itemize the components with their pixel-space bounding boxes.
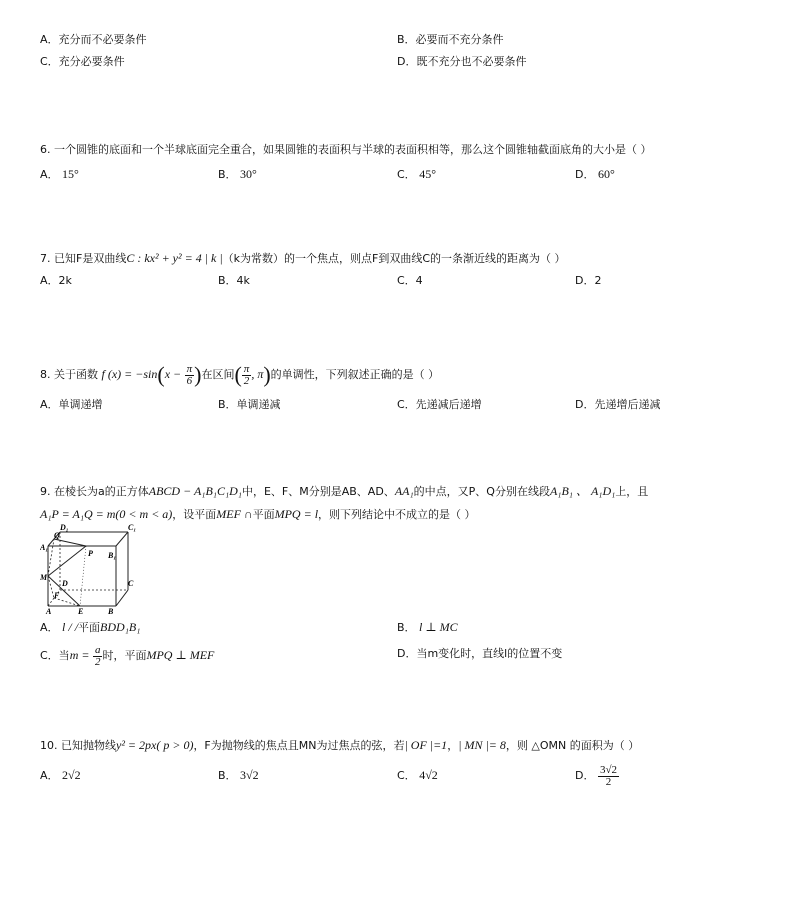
- q9-option-c: C．当m = $\frac{a}{2}$ 时，平面MPQ ⊥ MEF: [40, 643, 215, 668]
- q9-stem-line2: A₁P = A₁Q = m(0 < m < a)，设平面MEF ∩平面MPQ = l，则下列结论中不成立的是（ ）: [40, 507, 476, 521]
- q9-option-b: B． l ⊥ MC: [397, 620, 458, 634]
- q8-option-c: C．先递减后递增: [397, 398, 482, 411]
- q5-option-b: B．必要而不充分条件: [397, 33, 504, 46]
- q5-option-d: D．既不充分也不必要条件: [397, 55, 527, 68]
- q10-option-d: D． $\frac{3√2}{2}$: [575, 763, 618, 788]
- q7-option-c: C．4: [397, 274, 423, 287]
- fig-label-c1: C₁: [128, 524, 137, 532]
- q8-option-b: B．单调递减: [218, 398, 281, 411]
- fig-label-a1: A₁: [40, 543, 49, 552]
- q9-option-a: A． l / /平面BDD₁B₁: [40, 620, 141, 634]
- fig-label-f: F: [54, 591, 60, 600]
- q6-option-a: A． 15°: [40, 167, 79, 181]
- q8-option-a: A．单调递增: [40, 398, 103, 411]
- q10-stem: 10. 已知抛物线y² = 2px( p > 0)，F为抛物线的焦点且MN为过焦点的弦，若| OF |=1，| MN |= 8，则 △OMN 的面积为（ ）: [40, 738, 640, 752]
- q9-frac-a-2: $\frac{a}{2}$: [94, 643, 101, 668]
- fig-label-e: E: [78, 607, 84, 616]
- fig-label-d1: D₁: [60, 524, 69, 532]
- fig-label-b: B: [108, 607, 114, 616]
- cube-figure: [40, 524, 140, 616]
- q8-stem: 8. 关于函数 f (x) = −sin(x − $\frac{\pi}{6}$ )在区间( $\frac{\pi}{2}$ , π)的单调性，下列叙述正确的是（ ）: [40, 362, 440, 387]
- q9-option-d: D．当m变化时，直线l的位置不变: [397, 647, 563, 660]
- q7-option-b: B．4k: [218, 274, 250, 287]
- q6-option-d: D． 60°: [575, 167, 615, 181]
- q7-formula: C : kx² + y² = 4 | k |: [126, 251, 223, 265]
- fig-label-m: M: [40, 573, 48, 582]
- q7-option-d: D．2: [575, 274, 602, 287]
- q8-frac-pi-6: $\frac{\pi}{6}$: [186, 362, 193, 387]
- q6-stem: 6. 一个圆锥的底面和一个半球底面完全重合，如果圆锥的表面积与半球的表面积相等，那么这个圆锥轴截面底角的大小是（ ）: [40, 143, 652, 156]
- q10-option-b: B． 3√2: [218, 768, 259, 782]
- fig-label-p: P: [88, 549, 93, 558]
- q7-option-a: A．2k: [40, 274, 72, 287]
- q7-stem: 7. 已知F是双曲线C : kx² + y² = 4 | k |（k为常数）的一个焦点，则点F到双曲线C的一条渐近线的距离为（ ）: [40, 251, 566, 265]
- q8-option-d: D．先递增后递减: [575, 398, 661, 411]
- q9-stem-line1: 9. 在棱长为a的正方体ABCD − A₁B₁C₁D₁中，E、F、M分别是AB、AD、AA₁的中点，又P、Q分别在线段A₁B₁ 、 A₁D₁上，且: [40, 484, 649, 498]
- q10-frac-d: $\frac{3√2}{2}$: [599, 763, 618, 788]
- fig-label-a: A: [46, 607, 52, 616]
- q6-option-c: C． 45°: [397, 167, 436, 181]
- q5-option-a: A．充分而不必要条件: [40, 33, 147, 46]
- fig-label-q: Q: [54, 531, 60, 540]
- fig-label-c: C: [128, 579, 134, 588]
- fig-label-d: D: [62, 579, 68, 588]
- q8-function: f (x) = −sin: [101, 367, 158, 381]
- q5-option-c: C．充分必要条件: [40, 55, 125, 68]
- fig-label-b1: B₁: [108, 551, 117, 560]
- q10-option-c: C． 4√2: [397, 768, 438, 782]
- q6-option-b: B． 30°: [218, 167, 257, 181]
- q8-frac-pi-2: $\frac{\pi}{2}$: [243, 362, 250, 387]
- q10-option-a: A． 2√2: [40, 768, 81, 782]
